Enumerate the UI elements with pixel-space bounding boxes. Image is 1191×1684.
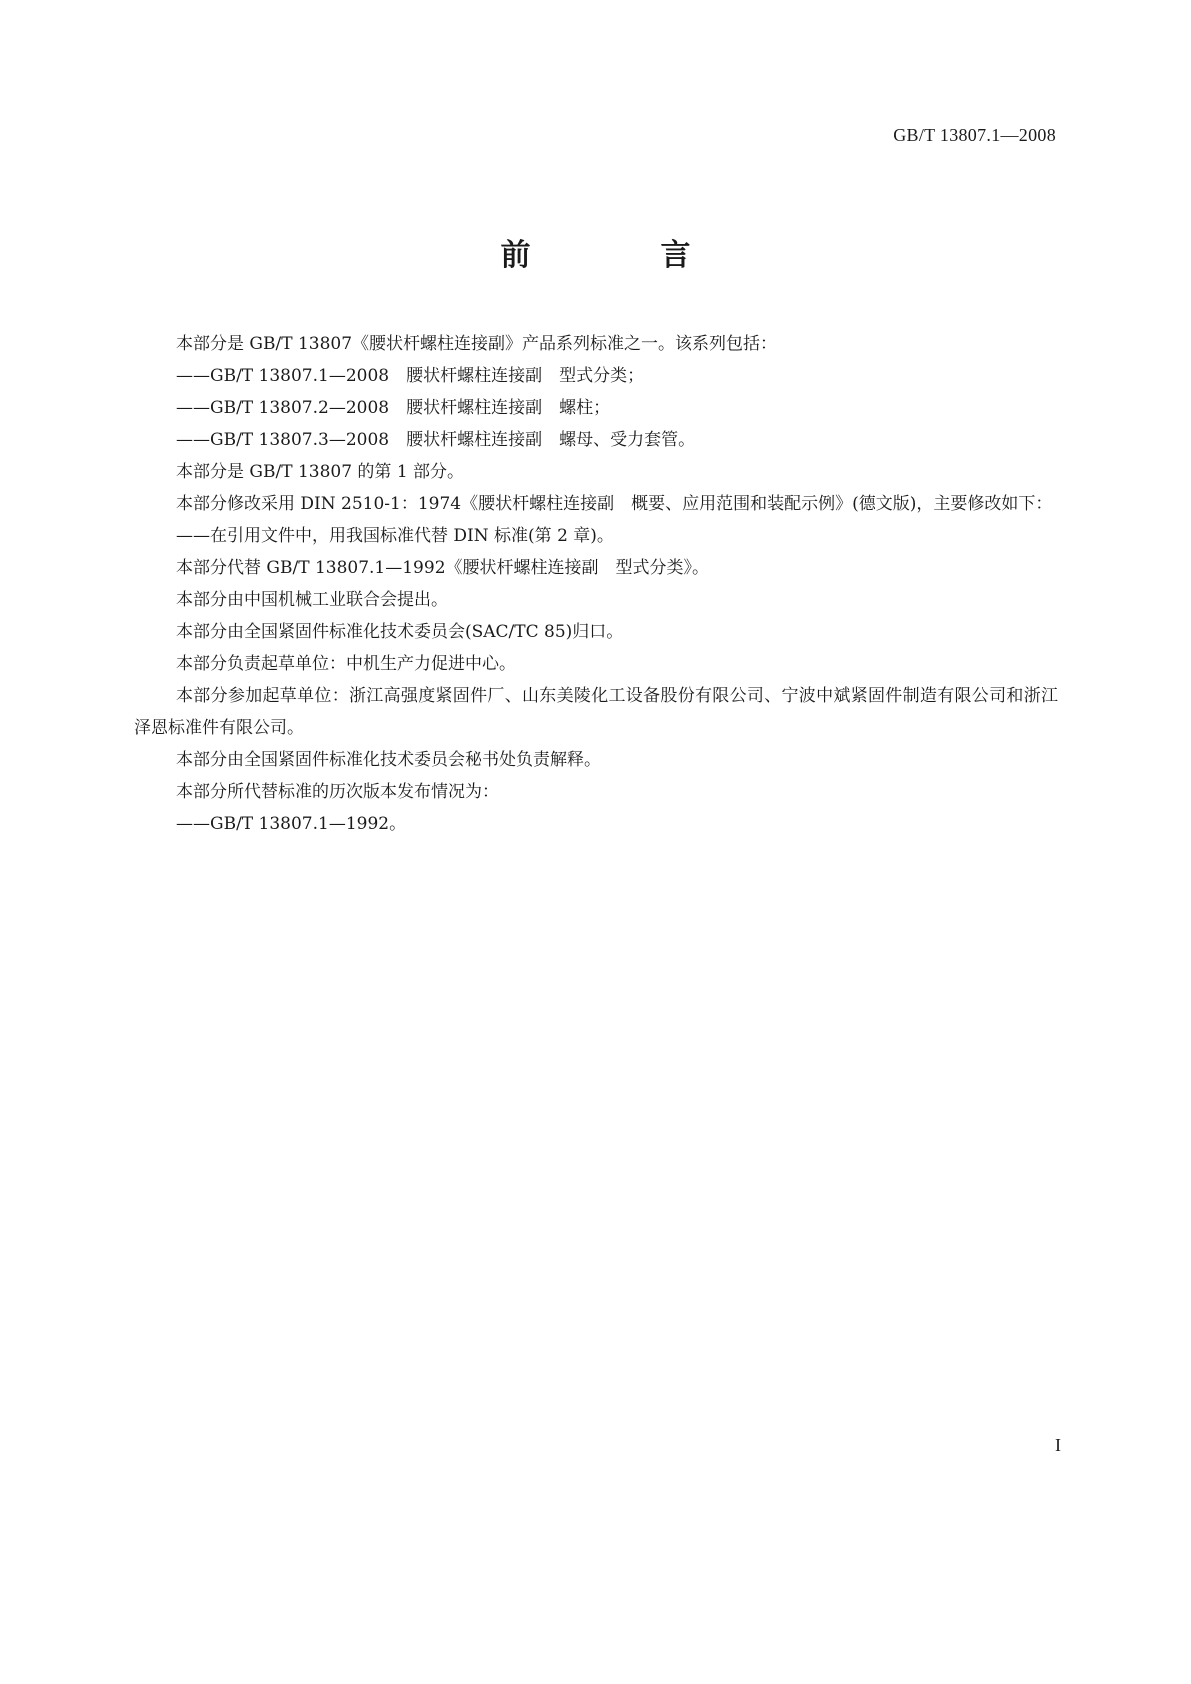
previous-edition-item: ——GB/T 13807.1—1992。 — [176, 814, 407, 834]
page-title: 前 言 — [500, 238, 741, 273]
paragraph: 本部分修改采用 DIN 2510-1：1974《腰状杆螺柱连接副 概要、应用范围和装配示例》(德文版)，主要修改如下： — [176, 494, 1053, 514]
modification-item: ——在引用文件中，用我国标准代替 DIN 标准(第 2 章)。 — [176, 526, 614, 546]
paragraph: 本部分是 GB/T 13807 的第 1 部分。 — [176, 462, 465, 482]
standard-number-header: GB/T 13807.1—2008 — [893, 125, 1056, 145]
paragraph: 本部分负责起草单位：中机生产力促进中心。 — [176, 654, 516, 674]
series-item: ——GB/T 13807.3—2008 腰状杆螺柱连接副 螺母、受力套管。 — [176, 430, 696, 450]
foreword-body — [134, 328, 1058, 840]
paragraph: 本部分是 GB/T 13807《腰状杆螺柱连接副》产品系列标准之一。该系列包括： — [176, 334, 778, 354]
paragraph: 本部分参加起草单位：浙江高强度紧固件厂、山东美陵化工设备股份有限公司、宁波中斌紧固件制造有限公司和浙江泽恩标准件有限公司。 — [134, 686, 1058, 738]
paragraph: 本部分所代替标准的历次版本发布情况为： — [176, 782, 499, 802]
paragraph: 本部分代替 GB/T 13807.1—1992《腰状杆螺柱连接副 型式分类》。 — [176, 558, 710, 578]
page-number: I — [1055, 1435, 1061, 1455]
paragraph: 本部分由全国紧固件标准化技术委员会(SAC/TC 85)归口。 — [176, 622, 624, 642]
paragraph: 本部分由中国机械工业联合会提出。 — [176, 590, 448, 610]
series-item: ——GB/T 13807.1—2008 腰状杆螺柱连接副 型式分类； — [176, 366, 645, 386]
series-item: ——GB/T 13807.2—2008 腰状杆螺柱连接副 螺柱； — [176, 398, 611, 418]
paragraph: 本部分由全国紧固件标准化技术委员会秘书处负责解释。 — [176, 750, 601, 770]
